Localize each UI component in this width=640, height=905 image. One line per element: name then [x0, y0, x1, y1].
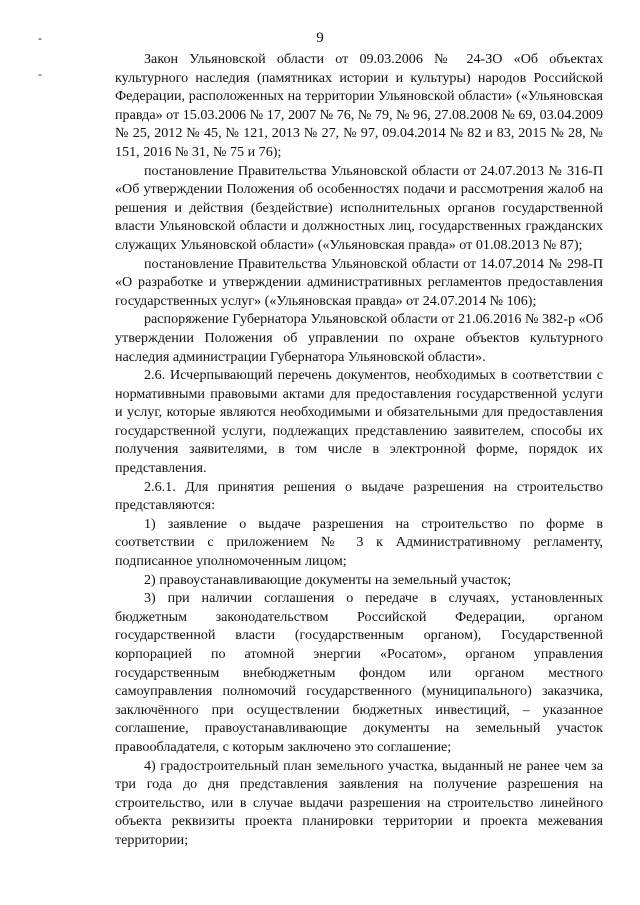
paragraph-section-2-6-1: 2.6.1. Для принятия решения о выдаче разрешения на строительство представляются:: [115, 478, 603, 514]
paragraph-resolution-298p: постановление Правительства Ульяновской области от 14.07.2014 № 298-П «О разработке и утверждении административных регламентов предоставления государственных услуг» («Ульяновская правда» от 24.07.2014 № 106);: [115, 255, 603, 309]
list-item-1: 1) заявление о выдаче разрешения на строительство по форме в соответствии с приложением № 3 к Административному регламенту, подписанное уполномоченным лицом;: [115, 515, 603, 570]
document-body: [115, 50, 603, 850]
paragraph-section-2-6: 2.6. Исчерпывающий перечень документов, необходимых в соответствии с нормативными правовыми актами для предоставления государственной услуги и услуг, которые являются необходимыми и обязательными для предоставления государственной услуги, подлежащих представлению заявителем, способы их получения заявителями, в том числе в электронной форме, порядок их представления.: [115, 367, 603, 477]
paragraph-resolution-316p: постановление Правительства Ульяновской области от 24.07.2013 № 316-П «Об утверждении Положения об особенностях подачи и рассмотрения жалоб на решения и действия (бездействие) исполнительных органов государственной власти Ульяновской области и должностных лиц, государственных гражданских служащих Ульяновской области» («Ульяновская правда» от 01.08.2013 № 87);: [115, 162, 603, 253]
margin-mark: -: [38, 31, 42, 45]
list-item-4: 4) градостроительный план земельного участка, выданный не ранее чем за три года до дня представления заявления на получение разрешения на строительство, или в случае выдачи разрешения на строительство линейного объекта реквизиты проекта планировки территории и проекта межевания территории;: [115, 757, 603, 848]
paragraph-law-cultural-heritage: Закон Ульяновской области от 09.03.2006 № 24-ЗО «Об объектах культурного наследия (памятниках истории и культуры) народов Российской Федерации, расположенных на территории Ульяновской области» («Ульяновская правда» от 15.03.2006 № 17, 2007 № 76, № 79, № 96, 27.08.2008 № 69, 03.04.2009 № 25, 2012 № 45, № 121, 2013 № 27, № 97, 09.04.2014 № 82 и 83, 2015 № 28, № 151, 2016 № 31, № 75 и 76);: [115, 51, 603, 160]
paragraph-order-382r: распоряжение Губернатора Ульяновской области от 21.06.2016 № 382-р «Об утверждении Положения об управлении по охране объектов культурного наследия администрации Губернатора Ульяновской области».: [115, 311, 603, 365]
list-item-3: 3) при наличии соглашения о передаче в случаях, установленных бюджетным законодательством Российской Федерации, органом государственной власти (государственным органом), Государственной корпорацией по атомной энергии «Росатом», органом управления государственным внебюджетным фондом или органом местного самоуправления полномочий государственного (муниципального) заказчика, заключённого при осуществлении бюджетных инвестиций, – указанное соглашение, правоустанавливающие документы на земельный участок правообладателя, с которым заключено это соглашение;: [115, 590, 603, 755]
page-number: 9: [316, 30, 324, 46]
list-item-2: 2) правоустанавливающие документы на земельный участок;: [144, 571, 512, 588]
margin-mark: -: [38, 67, 42, 81]
